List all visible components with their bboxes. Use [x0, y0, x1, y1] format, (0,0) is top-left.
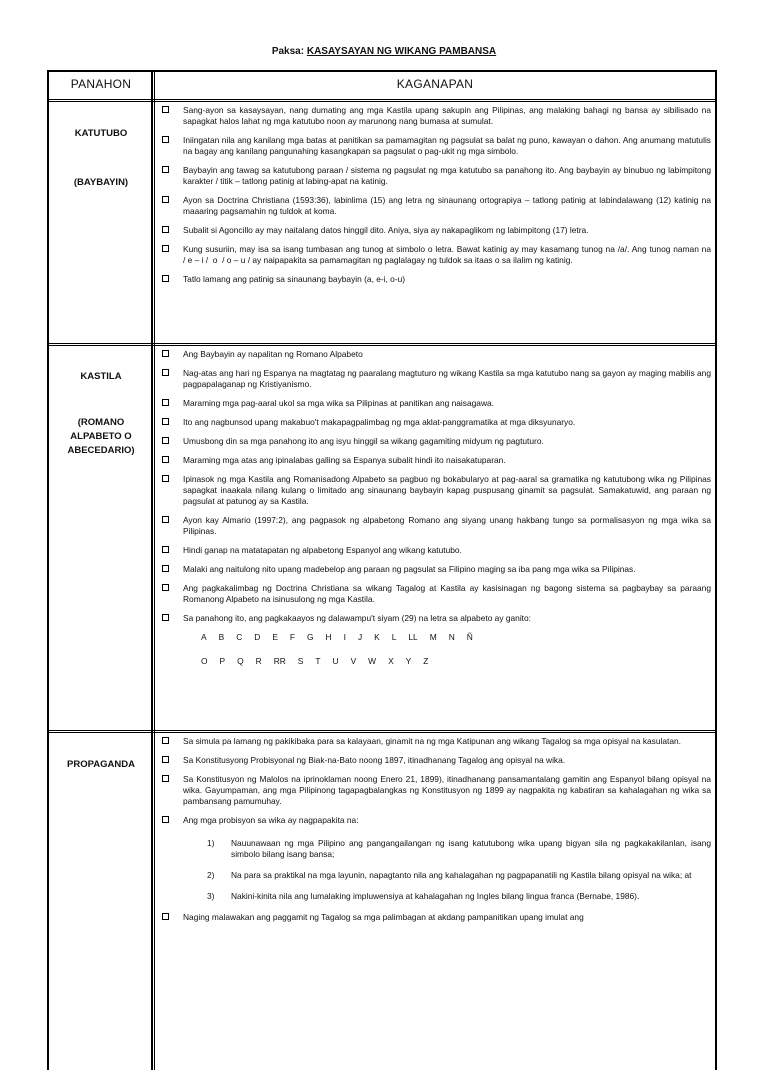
list-item: Ang pagkakalimbag ng Doctrina Christiana sa wikang Tagalog at Kastila ay kasisinagan ng bagong sistema sa pagbaybay sa paraang Romanong Alpabeto na isinusulong ng mga Kastila. [183, 583, 711, 605]
alphabet-letter: Q [237, 656, 244, 666]
alphabet-letter: K [374, 632, 380, 642]
bullet-box-icon [162, 584, 169, 591]
list-item: Ang mga probisyon sa wika ay nagpapakita na: [183, 815, 711, 826]
bullet-box-icon [162, 756, 169, 763]
alphabet-letter: B [218, 632, 225, 642]
alphabet-letter: V [350, 656, 357, 666]
alphabet-letter: W [368, 656, 377, 666]
title-topic: KASAYSAYAN NG WIKANG PAMBANSA [306, 46, 497, 57]
bullet-box-icon [162, 399, 169, 406]
title-label: Paksa: [271, 46, 305, 57]
list-item: Sa Konstitusyon ng Malolos na iprinoklaman noong Enero 21, 1899), itinadhanang pansamantalang gamitin ang Espanyol bilang opisyal na wika. Gayumpaman, ang mga Pilipinong tagapagbalangkas ng Konstitusyon ng 1899 ay nagpakita ng kabatiran sa kahalagahan ng wika sa pambansang pamumuhay. [183, 774, 711, 807]
alphabet-letter: F [289, 632, 296, 642]
alphabet-letter: J [357, 632, 363, 642]
alphabet-letter: M [429, 632, 437, 642]
bullet-box-icon [162, 166, 169, 173]
alphabet-letter: I [343, 632, 346, 642]
era-propaganda [49, 758, 153, 772]
section-katutubo-content [183, 105, 756, 293]
alphabet-letter: RR [273, 656, 286, 666]
alphabet-letter: L [391, 632, 397, 642]
alphabet-letter: Ñ [466, 632, 473, 642]
list-item: Ipinasok ng mga Kastila ang Romanisadong Alpabeto sa pagbuo ng bokabularyo at pag-aaral sa gramatika ng katutubong wika ng Pilipinas sapagkat inaakala nilang kulang o limitado ang sinaunang baybayin kapag puspusang ginamit sa pagsulat. Samakatuwid, ang paraan ng pagsulat at patunog ay sa Kastila. [183, 474, 711, 507]
table-header-row [49, 72, 715, 102]
alphabet-letter: G [307, 632, 314, 642]
list-item: Ang Baybayin ay napalitan ng Romano Alpabeto [183, 349, 711, 360]
alphabet-letter: LL [408, 632, 418, 642]
list-item: Maraming mga pag-aaral ukol sa mga wika sa Pilipinas at panitikan ang naisagawa. [183, 398, 711, 409]
list-item: Ayon sa Doctrina Christiana (1593:36), labinlima (15) ang letra ng sinaunang ortograpiya – tatlong patinig at labindalawang (12) katinig na maaaring pagsamahin ng tuldok at koma. [183, 195, 711, 217]
row-separator [49, 730, 715, 733]
numbered-item: 1) Nauunawaan ng mga Pilipino ang pangangailangan ng isang katutubong wika upang bigyan sila ng pagkakakilanlan, isang simbolo bilang isang bansa; [207, 838, 711, 859]
list-item: Sang-ayon sa kasaysayan, nang dumating ang mga Kastila upang sakupin ang Pilipinas, ang malaking bahagi ng bansa ay sibilisado na sapagkat halos lahat ng mga katutubo noon ay marunong nang bumasa at sumulat. [183, 105, 711, 127]
era-kastila-sub [53, 416, 149, 458]
header-kaganapan: KAGANAPAN [396, 77, 474, 91]
bullet-box-icon [162, 369, 169, 376]
bullet-box-icon [162, 196, 169, 203]
alphabet-letter: R [255, 656, 262, 666]
list-item: Maraming mga atas ang ipinalabas galling sa Espanya subalit hindi ito naisakatuparan. [183, 455, 711, 466]
list-item: Naging malawakan ang paggamit ng Tagalog sa mga palimbagan at akdang pampanitikan upang imulat ang [183, 912, 711, 923]
header-panahon: PANAHON [70, 77, 132, 91]
bullet-box-icon [162, 816, 169, 823]
section-kastila-content [183, 349, 711, 666]
bullet-box-icon [162, 136, 169, 143]
list-item: Sa simula pa lamang ng pakikibaka para sa kalayaan, ginamit na ng mga Katipunan ang wikang Tagalog sa mga opisyal na kasulatan. [183, 736, 711, 747]
bullet-box-icon [162, 437, 169, 444]
numbered-item: 3) Nakini-kinita nila ang lumalaking impluwensiya at kahalagahan ng Ingles bilang lingua franca (Bernabe, 1986). [207, 891, 640, 901]
alphabet-letter: E [272, 632, 278, 642]
bullet-box-icon [162, 775, 169, 782]
document-title [0, 46, 768, 57]
alphabet-letter: U [332, 656, 339, 666]
era-kastila [49, 370, 153, 384]
era-name: KASTILA [80, 371, 122, 382]
era-katutubo [49, 127, 153, 141]
bullet-box-icon [162, 245, 169, 252]
bullet-box-icon [162, 275, 169, 282]
alphabet-letter: O [201, 656, 208, 666]
alphabet-letter: H [325, 632, 332, 642]
numbered-item: 2) Na para sa praktikal na mga layunin, napagtanto nila ang kahalagahan ng pagpapanatili ng Kastila bilang opisyal na wika; at [207, 870, 692, 880]
bullet-box-icon [162, 516, 169, 523]
list-item: Tatlo lamang ang patinig sa sinaunang baybayin (a, e-i, o-u) [183, 274, 711, 285]
bullet-box-icon [162, 614, 169, 621]
alphabet-letter: D [254, 632, 261, 642]
era-katutubo-sub [49, 176, 153, 190]
list-item: Kung susuriin, may isa sa isang tumbasan ang tunog at simbolo o letra. Bawat katinig ay may kasamang tunog na /a/. Ang tunog naman na / e – i / o / o – u / ay naipapakita sa pamamagitan ng paglalagay ng tuldok sa itaas o sa ilalim ng katinig. [183, 244, 711, 266]
list-item: Iniingatan nila ang kanilang mga batas at panitikan sa pamamagitan ng pagsulat sa balat ng puno, kawayan o dahon. Ang anumang matutulis na bagay ang kanilang pangunahing kasangkapan sa pagsulat o pag-ukit ng mga simbolo. [183, 135, 711, 157]
column-divider [151, 72, 155, 1070]
alphabet-row-1 [201, 632, 711, 642]
alphabet-letter: T [315, 656, 321, 666]
bullet-box-icon [162, 456, 169, 463]
list-item: Malaki ang naitulong nito upang madebelop ang paraan ng pagsulat sa Filipino maging sa iba pang mga wika sa Pilipinas. [183, 564, 711, 575]
era-name: PROPAGANDA [67, 759, 135, 770]
bullet-box-icon [162, 418, 169, 425]
alphabet-letter: S [297, 656, 304, 666]
bullet-box-icon [162, 475, 169, 482]
list-item: Baybayin ang tawag sa katutubong paraan / sistema ng pagsulat ng mga katutubo sa panahong ito. Ang baybayin ay binubuo ng labimpitong karakter / titik – tatlong patinig at labing-apat na katinig. [183, 165, 711, 187]
era-subtitle: (ROMANO ALPABETO O ABECEDARIO) [67, 417, 135, 456]
list-item: Ito ang nagbunsod upang makabuo't makapagpalimbag ng mga aklat-panggramatika at mga diksyunaryo. [183, 417, 711, 428]
era-name: KATUTUBO [74, 128, 128, 139]
alphabet-letter: Z [423, 656, 429, 666]
era-subtitle: (BAYBAYIN) [73, 177, 129, 188]
section-propaganda-content [183, 736, 711, 931]
alphabet-letter: P [219, 656, 226, 666]
alphabet-letter: X [388, 656, 394, 666]
bullet-box-icon [162, 350, 169, 357]
alphabet-letter: N [448, 632, 455, 642]
alphabet-letter: C [236, 632, 243, 642]
bullet-box-icon [162, 226, 169, 233]
list-item: Ayon kay Almario (1997:2), ang pagpasok ng alpabetong Romano ang siyang unang hakbang tungo sa pormalisasyon ng mga wika sa Pilipinas. [183, 515, 711, 537]
bullet-box-icon [162, 565, 169, 572]
alphabet-row-2 [201, 656, 711, 666]
history-table [47, 70, 756, 1070]
list-item: Sa Konstitusyong Probisyonal ng Biak-na-Bato noong 1897, itinadhanang Tagalog ang opisyal na wika. [183, 755, 711, 766]
bullet-box-icon [162, 546, 169, 553]
list-item: Subalit si Agoncillo ay may naitalang datos hinggil dito. Aniya, siya ay nakapaglikom ng labimpitong (17) letra. [183, 225, 711, 236]
alphabet-letter: Y [405, 656, 412, 666]
list-item: Umusbong din sa mga panahong ito ang isyu hinggil sa wikang gagamiting midyum ng pagtuturo. [183, 436, 711, 447]
list-item: Nag-atas ang hari ng Espanya na magtatag ng paaralang magtuturo ng wikang Kastila sa mga katutubo nang sa gayon ay maging mabilis ang pagpapalaganap ng Kristiyanismo. [183, 368, 711, 390]
list-item: Sa panahong ito, ang pagkakaayos ng dalawampu't siyam (29) na letra sa alpabeto ay ganito: [183, 613, 711, 624]
list-item: Hindi ganap na matatapatan ng alpabetong Espanyol ang wikang katutubo. [183, 545, 711, 556]
row-separator [49, 343, 715, 346]
bullet-box-icon [162, 106, 169, 113]
bullet-box-icon [162, 737, 169, 744]
bullet-box-icon [162, 913, 169, 920]
alphabet-letter: A [201, 632, 207, 642]
